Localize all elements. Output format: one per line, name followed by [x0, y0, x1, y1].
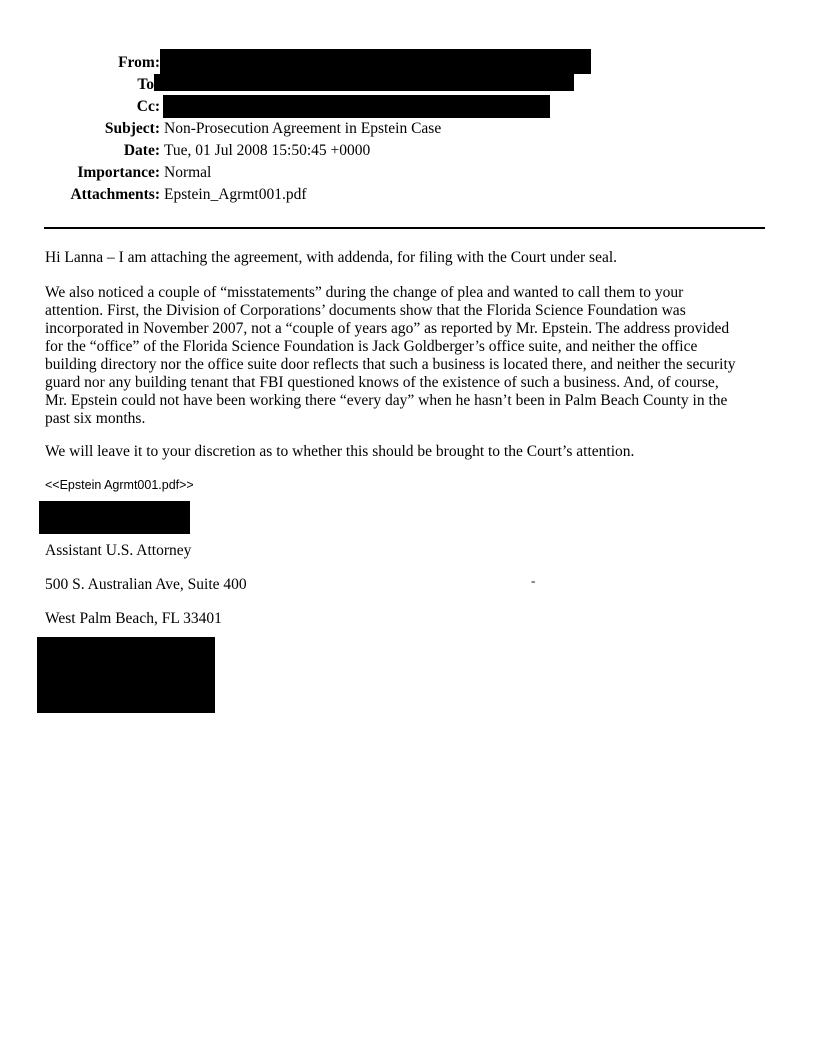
signature-title: Assistant U.S. Attorney [45, 542, 192, 559]
body-paragraph-1: Hi Lanna – I am attaching the agreement, with addenda, for filing with the Court under seal. [45, 249, 618, 266]
body-paragraph-2-line: building directory nor the office suite door reflects that such a business is located there, and neither the security [45, 356, 736, 373]
from-redaction [160, 49, 591, 74]
to-label: To [137, 76, 154, 93]
body-paragraph-2-line: attention. First, the Division of Corporations’ documents show that the Florida Science Foundation was [45, 302, 686, 319]
body-paragraph-2-line: Mr. Epstein could not have been working there “every day” when he hasn’t been in Palm Beach County in the [45, 392, 728, 409]
body-paragraph-2-line: for the “office” of the Florida Science Foundation is Jack Goldberger’s office suite, and neither the office [45, 338, 698, 355]
attachments-row [0, 184, 816, 206]
cc-redaction [163, 95, 550, 118]
date-value: Tue, 01 Jul 2008 15:50:45 +0000 [164, 142, 371, 159]
signature-address-line-2: West Palm Beach, FL 33401 [45, 610, 222, 627]
sender-name-redaction [39, 501, 190, 534]
date-row [0, 140, 816, 162]
date-label: Date: [123, 142, 160, 159]
importance-row [0, 162, 816, 184]
stray-mark: - [531, 573, 536, 588]
subject-row [0, 118, 816, 140]
body-paragraph-2-line: We also noticed a couple of “misstatements” during the change of plea and wanted to call them to your [45, 284, 684, 301]
header-divider [44, 227, 765, 229]
contact-info-redaction [37, 637, 215, 713]
subject-value: Non-Prosecution Agreement in Epstein Case [164, 120, 442, 137]
from-label: From: [118, 54, 160, 71]
importance-value: Normal [164, 164, 212, 181]
body-paragraph-2-line: guard nor any building tenant that FBI questioned knows of the existence of such a business. And, of course, [45, 374, 719, 391]
attachments-value: Epstein_Agrmt001.pdf [164, 186, 307, 203]
body-paragraph-2-line: past six months. [45, 410, 146, 427]
cc-label: Cc: [136, 98, 160, 115]
importance-label: Importance: [77, 164, 160, 181]
body-paragraph-2 [45, 284, 765, 428]
subject-label: Subject: [104, 120, 160, 137]
body-paragraph-3: We will leave it to your discretion as to whether this should be brought to the Court’s attention. [45, 443, 635, 460]
to-redaction [154, 74, 574, 91]
attachment-reference: <<Epstein Agrmt001.pdf>> [45, 478, 194, 492]
body-paragraph-2-line: incorporated in November 2007, not a “couple of years ago” as reported by Mr. Epstein. The address provided [45, 320, 730, 337]
attachments-label: Attachments: [70, 186, 160, 203]
signature-address-line-1: 500 S. Australian Ave, Suite 400 [45, 576, 247, 593]
